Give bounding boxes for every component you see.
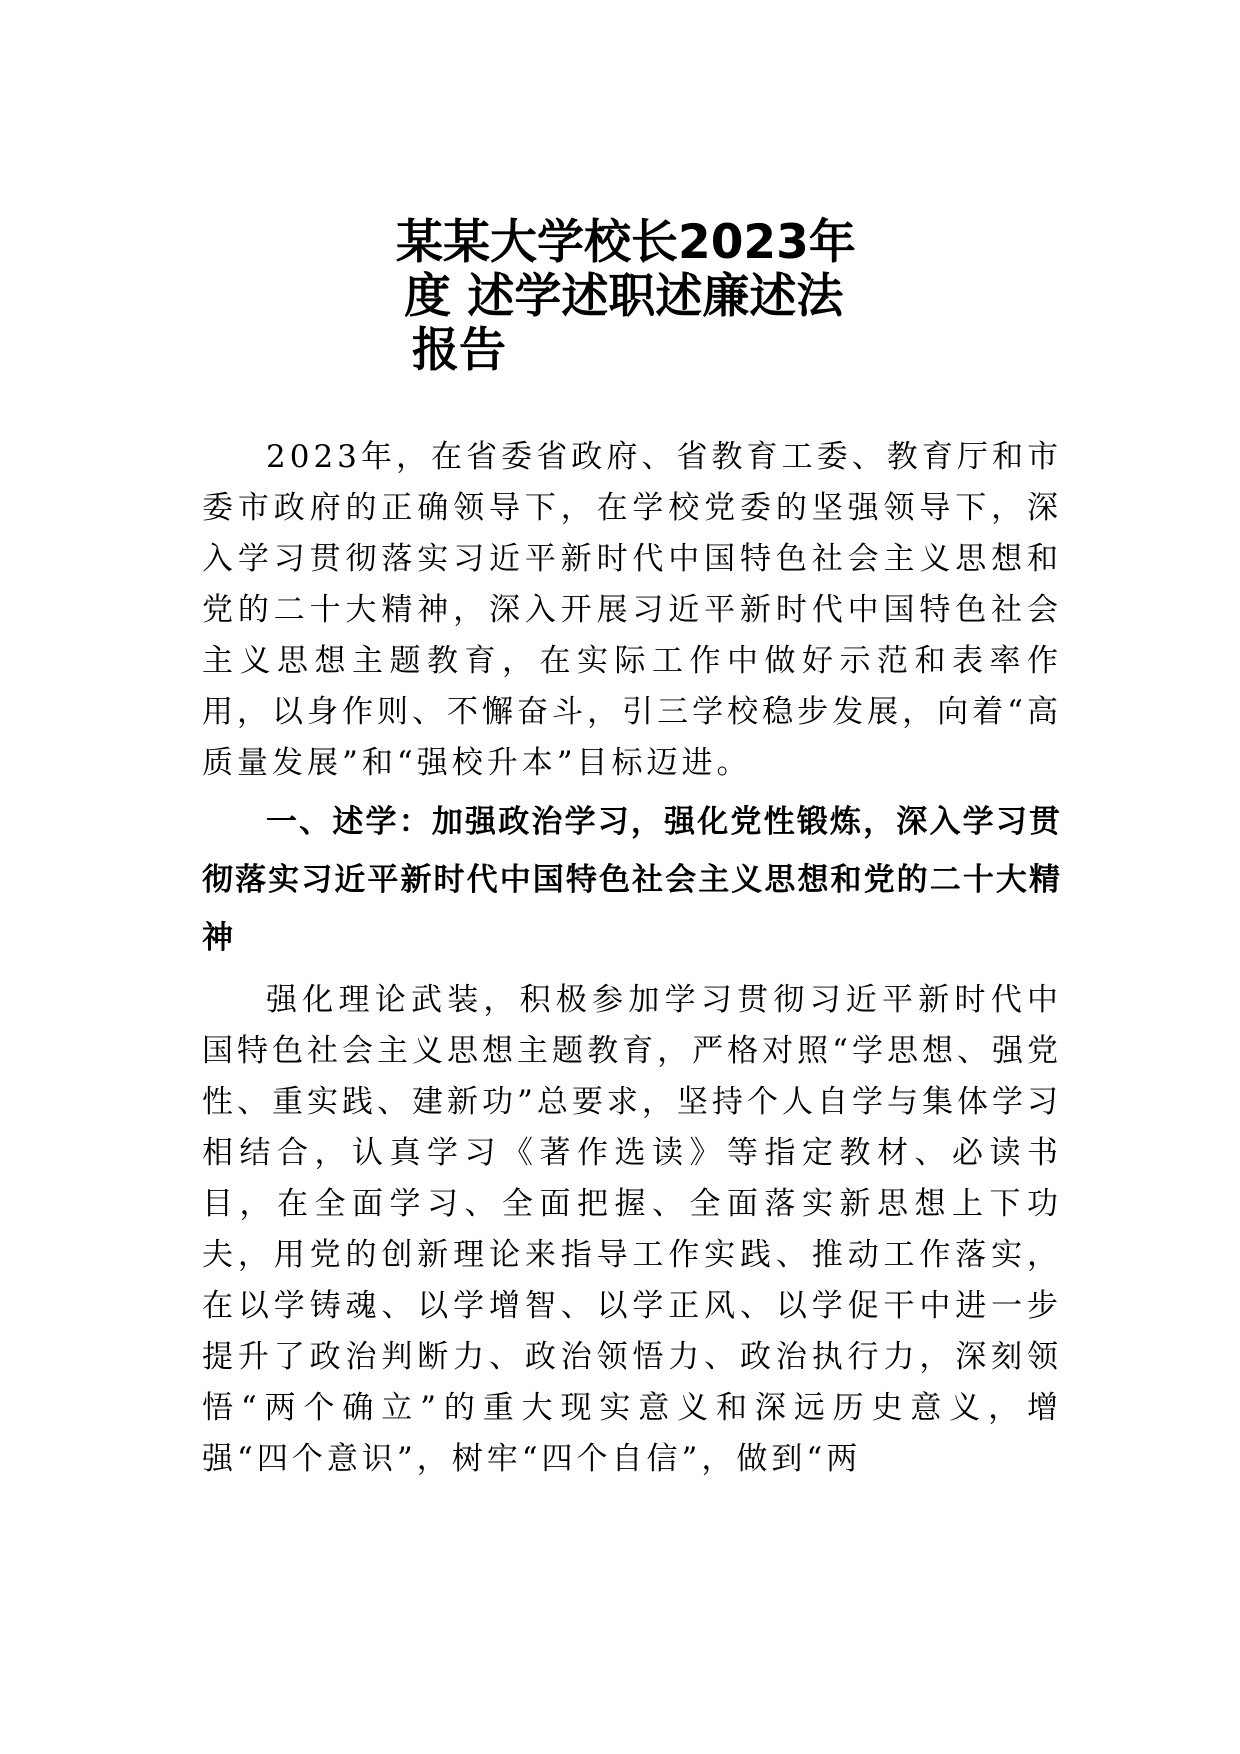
document-title xyxy=(396,216,876,378)
section-heading-1: 一、述学：加强政治学习，强化党性锻炼，深入学习贯彻落实习近平新时代中国特色社会主义思想和党的二十大精神 xyxy=(202,804,1062,956)
document-body xyxy=(202,432,1062,1485)
title-line-3: 报告 xyxy=(412,323,506,378)
title-line-1: 某某大学校长2023年 xyxy=(396,215,856,270)
intro-paragraph: 2023年，在省委省政府、省教育工委、教育厅和市委市政府的正确领导下，在学校党委的坚强领导下，深入学习贯彻落实习近平新时代中国特色社会主义思想和党的二十大精神，深入开展习近平新时代中国特色社会主义思想主题教育，在实际工作中做好示范和表率作用，以身作则、不懈奋斗，引三学校稳步发展，向着“高质量发展”和“强校升本”目标迈进。 xyxy=(202,439,1062,781)
section-1-paragraph: 强化理论武装，积极参加学习贯彻习近平新时代中国特色社会主义思想主题教育，严格对照“学思想、强党性、重实践、建新功”总要求，坚持个人自学与集体学习相结合，认真学习《著作选读》等指定教材、必读书目，在全面学习、全面把握、全面落实新思想上下功夫，用党的创新理论来指导工作实践、推动工作落实，在以学铸魂、以学增智、以学正风、以学促干中进一步提升了政治判断力、政治领悟力、政治执行力，深刻领悟“两个确立”的重大现实意义和深远历史意义，增强“四个意识”，树牢“四个自信”，做到“两 xyxy=(202,982,1062,1477)
title-line-2: 度 述学述职述廉述法 xyxy=(404,269,844,324)
